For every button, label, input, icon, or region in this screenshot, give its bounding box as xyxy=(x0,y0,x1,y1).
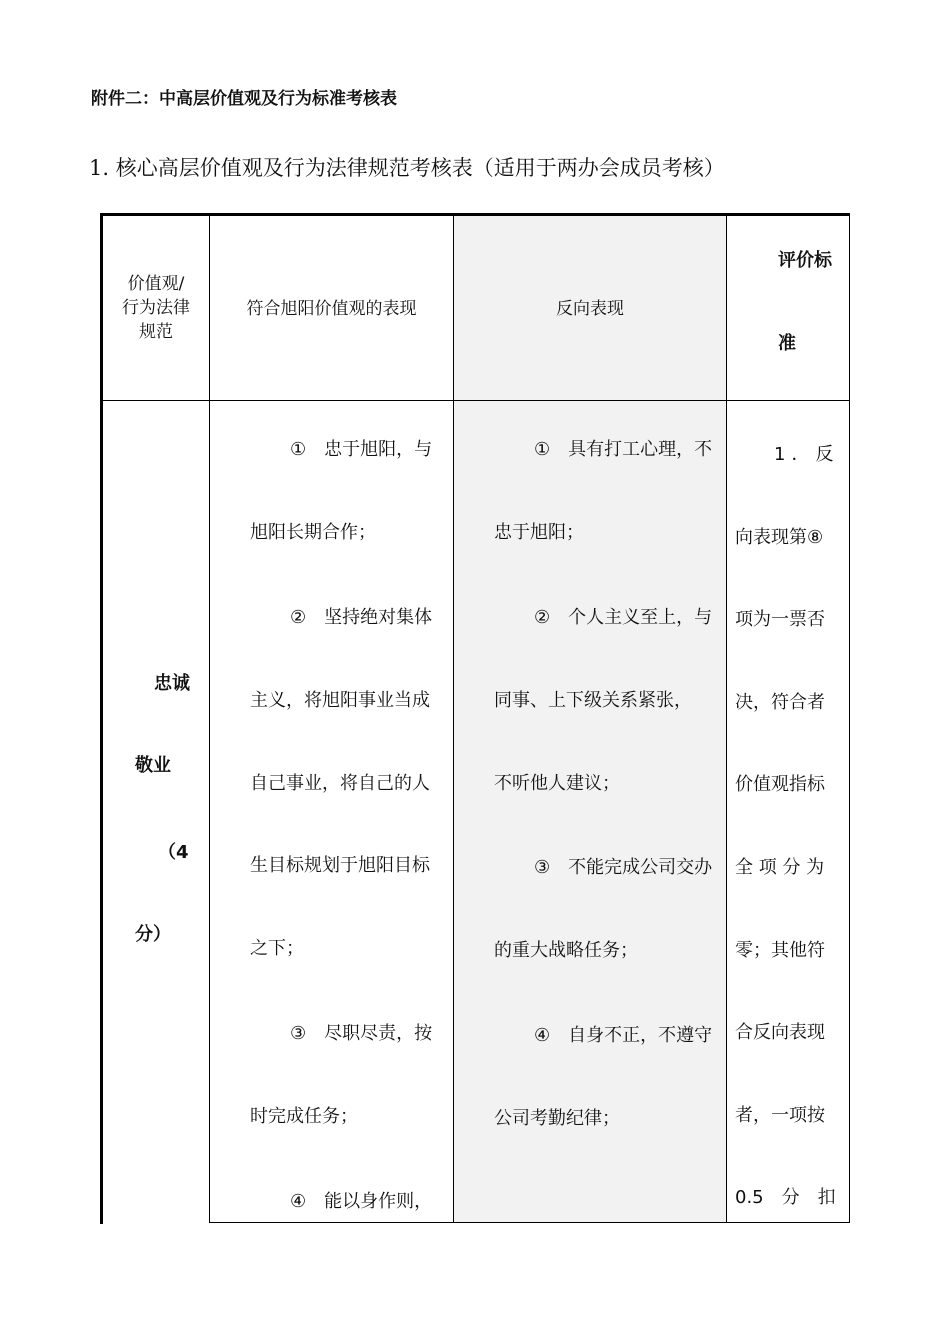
col-divider-1 xyxy=(209,213,210,1223)
category-label: 忠诚 xyxy=(154,673,190,694)
positive-line: 之下； xyxy=(250,938,304,959)
positive-line: ④ 能以身作则， xyxy=(290,1191,433,1212)
reverse-line: ① 具有打工心理，不 xyxy=(534,439,713,460)
header-positive: 符合旭阳价值观的表现 xyxy=(246,299,417,319)
header-criteria-line2: 准 xyxy=(778,333,796,354)
reverse-line: ③ 不能完成公司交办 xyxy=(534,857,713,878)
positive-line: 自己事业，将自己的人 xyxy=(250,773,430,794)
positive-line: 主义，将旭阳事业当成 xyxy=(250,690,430,711)
col-divider-2 xyxy=(453,213,454,1223)
criteria-line: 合反向表现 xyxy=(735,1022,825,1043)
table-right-border xyxy=(849,213,850,1223)
category-label: 敬业 xyxy=(135,755,171,776)
reverse-line: 忠于旭阳； xyxy=(494,522,584,543)
table-top-border xyxy=(100,213,850,216)
header-bottom-border xyxy=(100,400,850,401)
header-line: 价值观/ xyxy=(127,274,185,294)
positive-line: ③ 尽职尽责，按 xyxy=(290,1023,433,1044)
reverse-line: 公司考勤纪律； xyxy=(494,1108,620,1129)
criteria-line: 价值观指标 xyxy=(735,774,825,795)
positive-line: 时完成任务； xyxy=(250,1106,358,1127)
positive-line: ② 坚持绝对集体 xyxy=(290,607,433,628)
criteria-line: 全 项 分 为 xyxy=(735,857,825,878)
reverse-line: ② 个人主义至上，与 xyxy=(534,607,713,628)
header-criteria-line1: 评价标 xyxy=(778,250,832,271)
positive-line: 旭阳长期合作； xyxy=(250,522,376,543)
col-divider-3 xyxy=(726,213,727,1223)
attachment-title: 附件二：中高层价值观及行为标准考核表 xyxy=(91,89,397,109)
section-title: 1. 核心高层价值观及行为法律规范考核表（适用于两办会成员考核） xyxy=(89,156,725,180)
header-reverse: 反向表现 xyxy=(556,299,624,319)
reverse-column-shading xyxy=(454,215,726,1222)
header-line: 行为法律 xyxy=(122,298,190,318)
positive-line: ① 忠于旭阳，与 xyxy=(290,439,433,460)
reverse-line: ④ 自身不正，不遵守 xyxy=(534,1025,713,1046)
criteria-line: 向表现第⑧ xyxy=(735,527,824,548)
positive-line: 生目标规划于旭阳目标 xyxy=(250,855,430,876)
criteria-line: 者，一项按 xyxy=(735,1105,825,1126)
table-bottom-border xyxy=(209,1222,850,1223)
header-line: 规范 xyxy=(139,322,173,342)
reverse-line: 同事、上下级关系紧张， xyxy=(494,690,692,711)
reverse-line: 不听他人建议； xyxy=(494,773,620,794)
criteria-line: 项为一票否 xyxy=(735,609,825,630)
criteria-line: 零；其他符 xyxy=(735,940,825,961)
header-value-norm xyxy=(104,272,208,344)
category-label: 分） xyxy=(135,924,171,945)
criteria-line: 决，符合者 xyxy=(735,692,825,713)
category-label: （4 xyxy=(158,842,189,863)
criteria-line: 1．反 xyxy=(774,444,840,465)
table-left-border xyxy=(100,213,103,1224)
criteria-line: 0.5 分 扣 xyxy=(735,1187,836,1208)
reverse-line: 的重大战略任务； xyxy=(494,940,638,961)
